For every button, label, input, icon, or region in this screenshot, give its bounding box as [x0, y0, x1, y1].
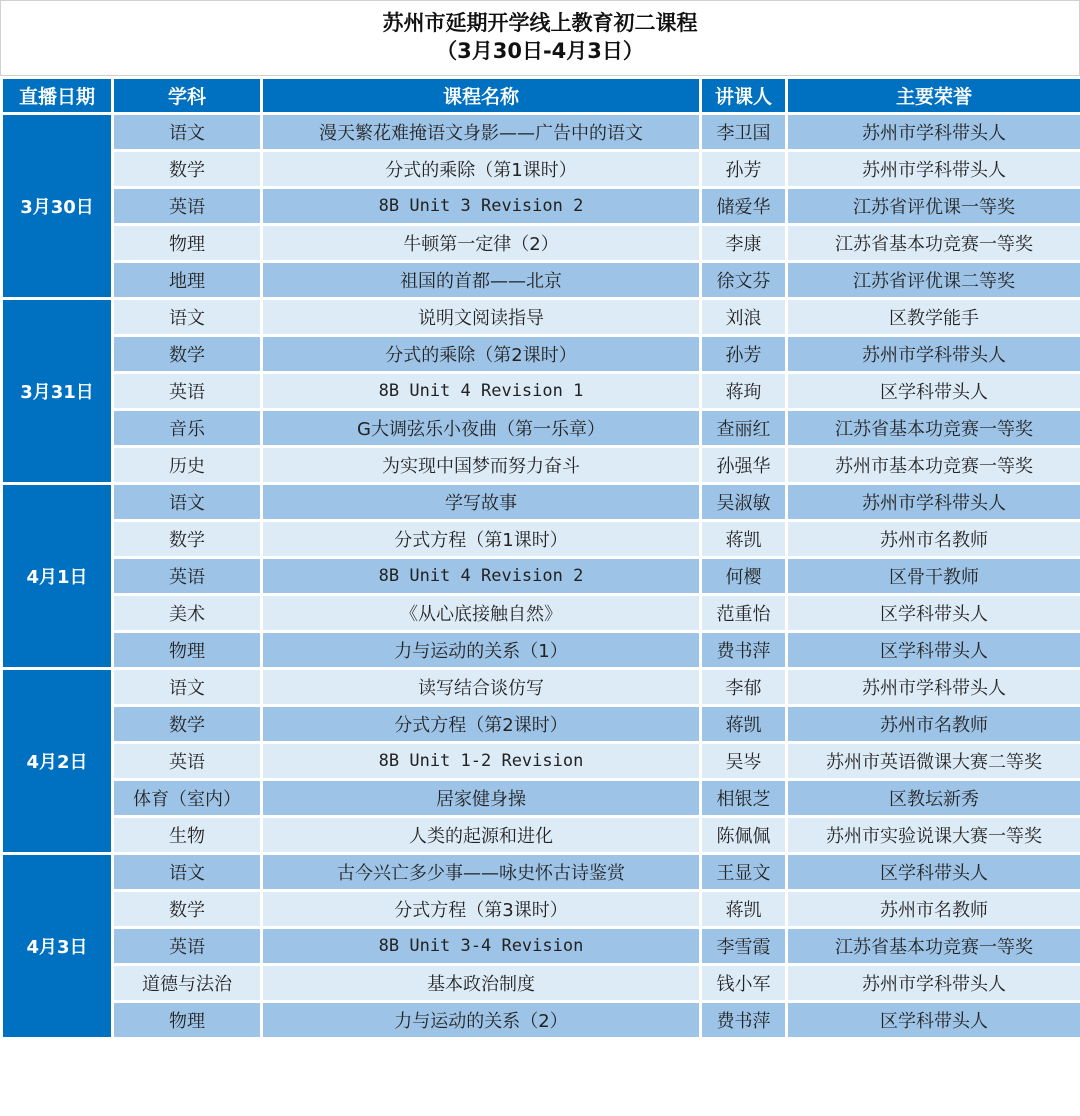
- teacher-cell: 陈佩佩: [701, 817, 787, 854]
- subject-cell: 音乐: [113, 410, 262, 447]
- teacher-cell: 李雪霞: [701, 928, 787, 965]
- date-cell: 3月31日: [2, 299, 113, 484]
- teacher-cell: 李卫国: [701, 114, 787, 151]
- subject-cell: 数学: [113, 891, 262, 928]
- teacher-cell: 蒋凯: [701, 706, 787, 743]
- honor-cell: 区骨干教师: [787, 558, 1080, 595]
- subject-cell: 语文: [113, 299, 262, 336]
- course-cell: 说明文阅读指导: [262, 299, 701, 336]
- honor-cell: 区学科带头人: [787, 632, 1080, 669]
- table-row: [2, 336, 1080, 373]
- honor-cell: 苏州市名教师: [787, 706, 1080, 743]
- honor-cell: 江苏省评优课一等奖: [787, 188, 1080, 225]
- document-title: [0, 0, 1080, 76]
- honor-cell: 区教学能手: [787, 299, 1080, 336]
- header-row: [2, 78, 1080, 114]
- teacher-cell: 蒋凯: [701, 521, 787, 558]
- subject-cell: 道德与法治: [113, 965, 262, 1002]
- subject-cell: 物理: [113, 225, 262, 262]
- teacher-cell: 费书萍: [701, 1002, 787, 1039]
- teacher-cell: 孙强华: [701, 447, 787, 484]
- table-row: [2, 891, 1080, 928]
- table-row: [2, 706, 1080, 743]
- title-line-1: 苏州市延期开学线上教育初二课程: [382, 11, 698, 35]
- honor-cell: 江苏省基本功竞赛一等奖: [787, 225, 1080, 262]
- teacher-cell: 吴淑敏: [701, 484, 787, 521]
- teacher-cell: 吴岑: [701, 743, 787, 780]
- table-row: [2, 780, 1080, 817]
- course-cell: 为实现中国梦而努力奋斗: [262, 447, 701, 484]
- honor-cell: 苏州市学科带头人: [787, 965, 1080, 1002]
- table-row: [2, 521, 1080, 558]
- header-course: 课程名称: [262, 78, 701, 114]
- table-row: [2, 743, 1080, 780]
- table-row: [2, 1002, 1080, 1039]
- course-cell: 8B Unit 4 Revision 1: [262, 373, 701, 410]
- course-cell: 分式方程（第2课时）: [262, 706, 701, 743]
- honor-cell: 苏州市学科带头人: [787, 669, 1080, 706]
- course-cell: 学写故事: [262, 484, 701, 521]
- teacher-cell: 查丽红: [701, 410, 787, 447]
- course-schedule-table: [0, 76, 1080, 1040]
- course-cell: 力与运动的关系（1）: [262, 632, 701, 669]
- teacher-cell: 孙芳: [701, 151, 787, 188]
- teacher-cell: 何樱: [701, 558, 787, 595]
- subject-cell: 语文: [113, 484, 262, 521]
- header-teacher: 讲课人: [701, 78, 787, 114]
- course-cell: 8B Unit 4 Revision 2: [262, 558, 701, 595]
- table-row: [2, 928, 1080, 965]
- subject-cell: 数学: [113, 706, 262, 743]
- honor-cell: 苏州市学科带头人: [787, 484, 1080, 521]
- honor-cell: 苏州市名教师: [787, 891, 1080, 928]
- table-row: [2, 262, 1080, 299]
- subject-cell: 英语: [113, 928, 262, 965]
- honor-cell: 苏州市实验说课大赛一等奖: [787, 817, 1080, 854]
- honor-cell: 苏州市名教师: [787, 521, 1080, 558]
- table-row: [2, 965, 1080, 1002]
- table-row: [2, 225, 1080, 262]
- teacher-cell: 范重怡: [701, 595, 787, 632]
- table-row: [2, 188, 1080, 225]
- table-row: [2, 410, 1080, 447]
- table-row: [2, 151, 1080, 188]
- teacher-cell: 费书萍: [701, 632, 787, 669]
- honor-cell: 苏州市学科带头人: [787, 336, 1080, 373]
- course-cell: 祖国的首都——北京: [262, 262, 701, 299]
- course-cell: 古今兴亡多少事——咏史怀古诗鉴赏: [262, 854, 701, 891]
- header-honor: 主要荣誉: [787, 78, 1080, 114]
- teacher-cell: 相银芝: [701, 780, 787, 817]
- honor-cell: 江苏省评优课二等奖: [787, 262, 1080, 299]
- course-cell: 居家健身操: [262, 780, 701, 817]
- course-cell: 力与运动的关系（2）: [262, 1002, 701, 1039]
- subject-cell: 语文: [113, 669, 262, 706]
- table-row: [2, 299, 1080, 336]
- table-body: [2, 114, 1080, 1039]
- table-row: [2, 114, 1080, 151]
- subject-cell: 生物: [113, 817, 262, 854]
- date-cell: 4月3日: [2, 854, 113, 1039]
- teacher-cell: 储爱华: [701, 188, 787, 225]
- course-cell: 分式的乘除（第1课时）: [262, 151, 701, 188]
- date-cell: 3月30日: [2, 114, 113, 299]
- honor-cell: 苏州市学科带头人: [787, 151, 1080, 188]
- table-row: [2, 817, 1080, 854]
- course-cell: 分式方程（第1课时）: [262, 521, 701, 558]
- course-cell: 8B Unit 3-4 Revision: [262, 928, 701, 965]
- subject-cell: 数学: [113, 151, 262, 188]
- teacher-cell: 蒋珣: [701, 373, 787, 410]
- course-cell: 基本政治制度: [262, 965, 701, 1002]
- subject-cell: 物理: [113, 1002, 262, 1039]
- header-date: 直播日期: [2, 78, 113, 114]
- table-row: [2, 669, 1080, 706]
- subject-cell: 语文: [113, 854, 262, 891]
- subject-cell: 英语: [113, 373, 262, 410]
- subject-cell: 数学: [113, 521, 262, 558]
- honor-cell: 区学科带头人: [787, 595, 1080, 632]
- course-cell: 人类的起源和进化: [262, 817, 701, 854]
- subject-cell: 数学: [113, 336, 262, 373]
- course-cell: 漫天繁花难掩语文身影——广告中的语文: [262, 114, 701, 151]
- table-row: [2, 595, 1080, 632]
- teacher-cell: 徐文芬: [701, 262, 787, 299]
- course-cell: 分式方程（第3课时）: [262, 891, 701, 928]
- honor-cell: 苏州市基本功竞赛一等奖: [787, 447, 1080, 484]
- date-cell: 4月1日: [2, 484, 113, 669]
- subject-cell: 美术: [113, 595, 262, 632]
- table-row: [2, 632, 1080, 669]
- honor-cell: 区学科带头人: [787, 854, 1080, 891]
- honor-cell: 苏州市学科带头人: [787, 114, 1080, 151]
- course-cell: 《从心底接触自然》: [262, 595, 701, 632]
- teacher-cell: 李郁: [701, 669, 787, 706]
- honor-cell: 江苏省基本功竞赛一等奖: [787, 928, 1080, 965]
- honor-cell: 区学科带头人: [787, 373, 1080, 410]
- date-cell: 4月2日: [2, 669, 113, 854]
- course-cell: 分式的乘除（第2课时）: [262, 336, 701, 373]
- course-cell: 8B Unit 1-2 Revision: [262, 743, 701, 780]
- honor-cell: 江苏省基本功竞赛一等奖: [787, 410, 1080, 447]
- table-row: [2, 854, 1080, 891]
- honor-cell: 区学科带头人: [787, 1002, 1080, 1039]
- table-row: [2, 484, 1080, 521]
- subject-cell: 英语: [113, 743, 262, 780]
- course-cell: G大调弦乐小夜曲（第一乐章）: [262, 410, 701, 447]
- subject-cell: 历史: [113, 447, 262, 484]
- course-cell: 牛顿第一定律（2）: [262, 225, 701, 262]
- subject-cell: 语文: [113, 114, 262, 151]
- teacher-cell: 蒋凯: [701, 891, 787, 928]
- subject-cell: 英语: [113, 188, 262, 225]
- subject-cell: 物理: [113, 632, 262, 669]
- honor-cell: 苏州市英语微课大赛二等奖: [787, 743, 1080, 780]
- title-line-2: （3月30日-4月3日）: [436, 39, 644, 63]
- table-row: [2, 373, 1080, 410]
- subject-cell: 体育（室内）: [113, 780, 262, 817]
- honor-cell: 区教坛新秀: [787, 780, 1080, 817]
- course-cell: 读写结合谈仿写: [262, 669, 701, 706]
- teacher-cell: 李康: [701, 225, 787, 262]
- teacher-cell: 钱小军: [701, 965, 787, 1002]
- table-row: [2, 558, 1080, 595]
- teacher-cell: 王显文: [701, 854, 787, 891]
- teacher-cell: 孙芳: [701, 336, 787, 373]
- teacher-cell: 刘浪: [701, 299, 787, 336]
- table-row: [2, 447, 1080, 484]
- course-cell: 8B Unit 3 Revision 2: [262, 188, 701, 225]
- header-subject: 学科: [113, 78, 262, 114]
- subject-cell: 地理: [113, 262, 262, 299]
- subject-cell: 英语: [113, 558, 262, 595]
